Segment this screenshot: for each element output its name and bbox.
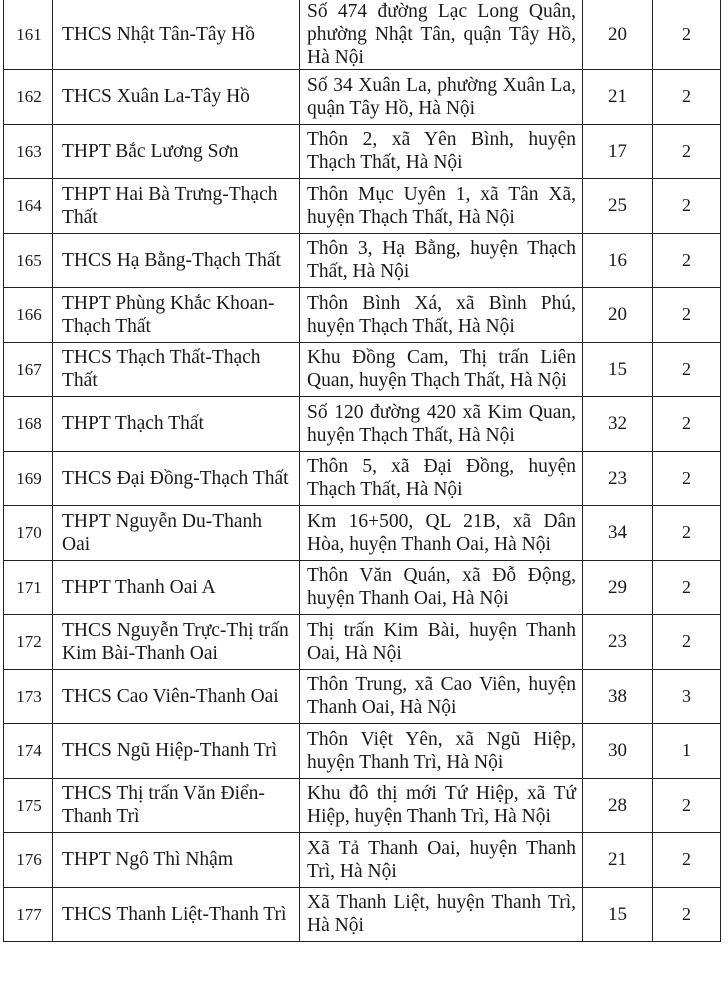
school-name: THPT Hai Bà Trưng-Thạch Thất	[53, 179, 300, 234]
school-name: THPT Phùng Khắc Khoan-Thạch Thất	[53, 288, 300, 343]
count-b: 2	[653, 506, 721, 561]
school-name: THPT Thạch Thất	[53, 397, 300, 452]
school-address: Km 16+500, QL 21B, xã Dân Hòa, huyện Thanh Oai, Hà Nội	[300, 506, 583, 561]
count-b: 2	[653, 342, 721, 397]
count-b: 2	[653, 288, 721, 343]
school-name: THCS Thanh Liệt-Thanh Trì	[53, 887, 300, 942]
count-a: 20	[583, 0, 653, 70]
count-a: 23	[583, 615, 653, 670]
school-address: Thôn Việt Yên, xã Ngũ Hiệp, huyện Thanh Trì, Hà Nội	[300, 724, 583, 779]
table-row	[4, 397, 721, 452]
row-number: 172	[4, 615, 53, 670]
table-row	[4, 124, 721, 179]
count-b: 2	[653, 560, 721, 615]
row-number: 166	[4, 288, 53, 343]
count-a: 25	[583, 179, 653, 234]
table-row	[4, 615, 721, 670]
school-address: Xã Thanh Liệt, huyện Thanh Trì, Hà Nội	[300, 887, 583, 942]
table-row	[4, 342, 721, 397]
row-number: 163	[4, 124, 53, 179]
table-row	[4, 669, 721, 724]
table-row	[4, 0, 721, 70]
table-row	[4, 724, 721, 779]
table-row	[4, 288, 721, 343]
school-address: Thôn 5, xã Đại Đồng, huyện Thạch Thất, Hà Nội	[300, 451, 583, 506]
school-address: Thôn Văn Quán, xã Đỗ Động, huyện Thanh Oai, Hà Nội	[300, 560, 583, 615]
count-a: 16	[583, 233, 653, 288]
count-b: 2	[653, 833, 721, 888]
count-b: 2	[653, 0, 721, 70]
count-b: 2	[653, 70, 721, 125]
row-number: 173	[4, 669, 53, 724]
school-name: THPT Nguyễn Du-Thanh Oai	[53, 506, 300, 561]
school-name: THCS Đại Đồng-Thạch Thất	[53, 451, 300, 506]
row-number: 168	[4, 397, 53, 452]
row-number: 164	[4, 179, 53, 234]
count-a: 20	[583, 288, 653, 343]
row-number: 175	[4, 778, 53, 833]
row-number: 165	[4, 233, 53, 288]
row-number: 169	[4, 451, 53, 506]
table-row	[4, 887, 721, 942]
count-a: 29	[583, 560, 653, 615]
count-a: 21	[583, 833, 653, 888]
count-b: 2	[653, 233, 721, 288]
school-address: Số 120 đường 420 xã Kim Quan, huyện Thạch Thất, Hà Nội	[300, 397, 583, 452]
count-a: 34	[583, 506, 653, 561]
school-name: THPT Bắc Lương Sơn	[53, 124, 300, 179]
table-row	[4, 179, 721, 234]
count-b: 2	[653, 179, 721, 234]
school-address: Xã Tả Thanh Oai, huyện Thanh Trì, Hà Nội	[300, 833, 583, 888]
count-a: 38	[583, 669, 653, 724]
school-address: Thôn 2, xã Yên Bình, huyện Thạch Thất, Hà Nội	[300, 124, 583, 179]
school-name: THCS Hạ Bằng-Thạch Thất	[53, 233, 300, 288]
school-name: THCS Nhật Tân-Tây Hồ	[53, 0, 300, 70]
count-a: 30	[583, 724, 653, 779]
row-number: 161	[4, 0, 53, 70]
count-b: 2	[653, 778, 721, 833]
table-row	[4, 560, 721, 615]
row-number: 167	[4, 342, 53, 397]
school-address: Số 34 Xuân La, phường Xuân La, quận Tây Hồ, Hà Nội	[300, 70, 583, 125]
table-row	[4, 778, 721, 833]
row-number: 177	[4, 887, 53, 942]
count-b: 2	[653, 451, 721, 506]
table-row	[4, 233, 721, 288]
row-number: 174	[4, 724, 53, 779]
school-name: THCS Ngũ Hiệp-Thanh Trì	[53, 724, 300, 779]
school-name: THCS Thị trấn Văn Điển-Thanh Trì	[53, 778, 300, 833]
row-number: 162	[4, 70, 53, 125]
count-b: 2	[653, 887, 721, 942]
table-row	[4, 506, 721, 561]
table-row	[4, 833, 721, 888]
school-table	[3, 0, 721, 942]
count-a: 32	[583, 397, 653, 452]
school-name: THCS Nguyễn Trực-Thị trấn Kim Bài-Thanh Oai	[53, 615, 300, 670]
school-name: THPT Ngô Thì Nhậm	[53, 833, 300, 888]
school-name: THCS Xuân La-Tây Hồ	[53, 70, 300, 125]
row-number: 170	[4, 506, 53, 561]
school-address: Thôn Mục Uyên 1, xã Tân Xã, huyện Thạch Thất, Hà Nội	[300, 179, 583, 234]
school-address: Thị trấn Kim Bài, huyện Thanh Oai, Hà Nội	[300, 615, 583, 670]
count-b: 1	[653, 724, 721, 779]
school-address: Số 474 đường Lạc Long Quân, phường Nhật Tân, quận Tây Hồ, Hà Nội	[300, 0, 583, 70]
count-a: 28	[583, 778, 653, 833]
count-b: 2	[653, 615, 721, 670]
school-address: Khu đô thị mới Tứ Hiệp, xã Tứ Hiệp, huyện Thanh Trì, Hà Nội	[300, 778, 583, 833]
school-address: Thôn Trung, xã Cao Viên, huyện Thanh Oai, Hà Nội	[300, 669, 583, 724]
school-address: Thôn 3, Hạ Bằng, huyện Thạch Thất, Hà Nội	[300, 233, 583, 288]
count-a: 15	[583, 342, 653, 397]
count-b: 2	[653, 397, 721, 452]
count-b: 3	[653, 669, 721, 724]
school-address: Thôn Bình Xá, xã Bình Phú, huyện Thạch Thất, Hà Nội	[300, 288, 583, 343]
school-name: THCS Cao Viên-Thanh Oai	[53, 669, 300, 724]
table-row	[4, 70, 721, 125]
count-a: 17	[583, 124, 653, 179]
school-table-body	[4, 0, 721, 942]
count-b: 2	[653, 124, 721, 179]
school-name: THCS Thạch Thất-Thạch Thất	[53, 342, 300, 397]
count-a: 15	[583, 887, 653, 942]
school-address: Khu Đồng Cam, Thị trấn Liên Quan, huyện Thạch Thất, Hà Nội	[300, 342, 583, 397]
row-number: 171	[4, 560, 53, 615]
school-name: THPT Thanh Oai A	[53, 560, 300, 615]
count-a: 23	[583, 451, 653, 506]
table-row	[4, 451, 721, 506]
count-a: 21	[583, 70, 653, 125]
row-number: 176	[4, 833, 53, 888]
